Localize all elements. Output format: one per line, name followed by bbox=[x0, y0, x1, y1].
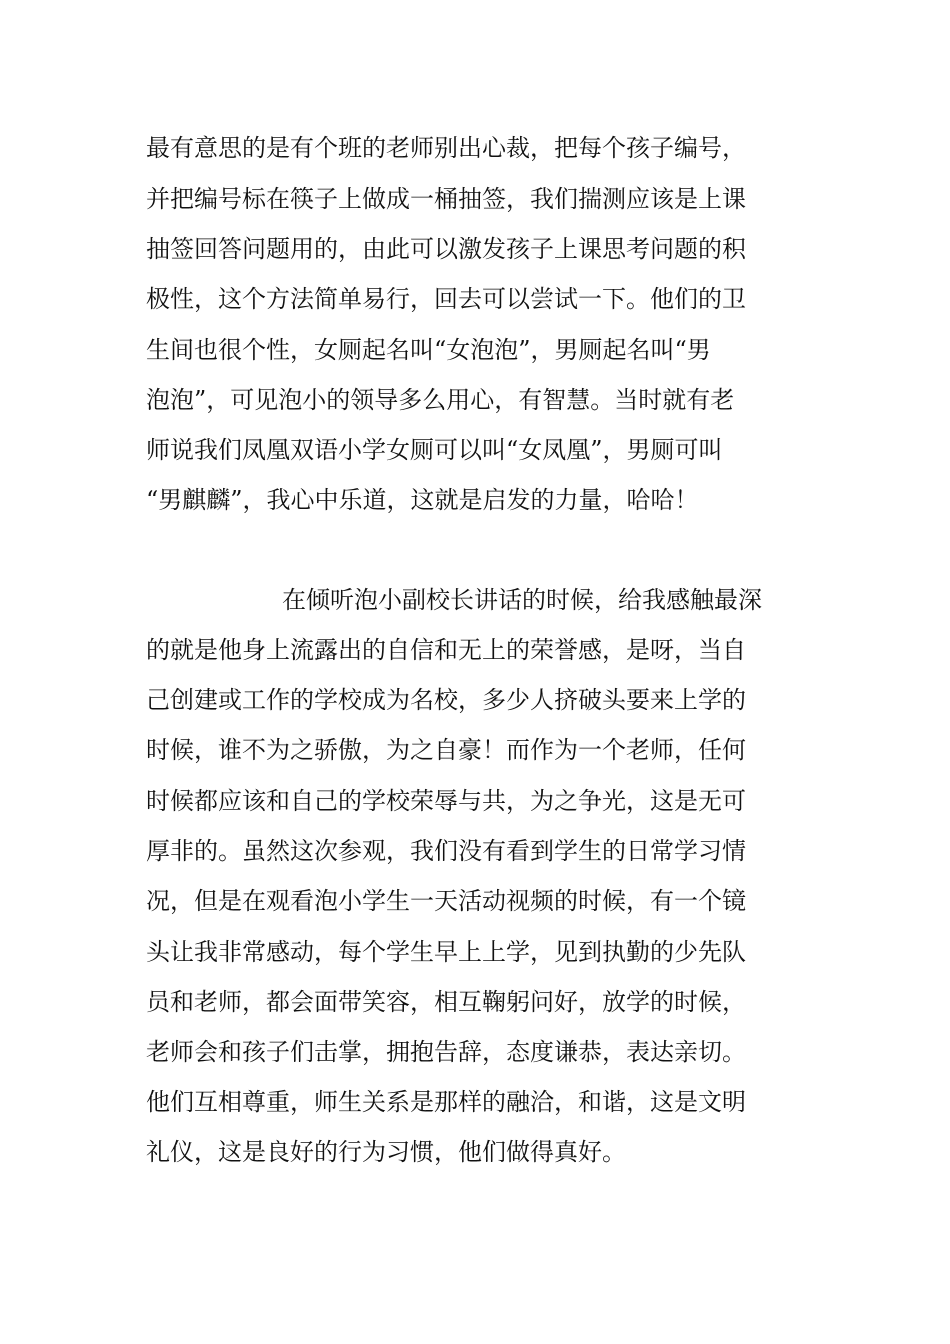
paragraph-line: 他们互相尊重，师生关系是那样的融洽，和谐，这是文明 bbox=[146, 1088, 746, 1116]
paragraph-line: 在倾听泡小副校长讲话的时候，给我感触最深 bbox=[282, 586, 762, 614]
paragraph-line: 时候都应该和自己的学校荣辱与共，为之争光，这是无可 bbox=[146, 787, 746, 815]
paragraph-line: 头让我非常感动，每个学生早上上学，见到执勤的少先队 bbox=[146, 938, 746, 966]
paragraph-line: “男麒麟”，我心中乐道，这就是启发的力量，哈哈！ bbox=[146, 486, 699, 514]
paragraph-line: 生间也很个性，女厕起名叫“女泡泡”，男厕起名叫“男 bbox=[146, 336, 711, 364]
paragraph-line: 最有意思的是有个班的老师别出心裁，把每个孩子编号， bbox=[146, 134, 746, 162]
paragraph-line: 师说我们凤凰双语小学女厕可以叫“女凤凰”，男厕可叫 bbox=[146, 436, 723, 464]
paragraph-line: 并把编号标在筷子上做成一桶抽签，我们揣测应该是上课 bbox=[146, 185, 746, 213]
paragraph-line: 员和老师，都会面带笑容，相互鞠躬问好，放学的时候， bbox=[146, 988, 746, 1016]
paragraph-line: 厚非的。虽然这次参观，我们没有看到学生的日常学习情 bbox=[146, 837, 746, 865]
paragraph-line: 况，但是在观看泡小学生一天活动视频的时候，有一个镜 bbox=[146, 887, 746, 915]
paragraph-line: 时候，谁不为之骄傲，为之自豪！而作为一个老师，任何 bbox=[146, 736, 746, 764]
paragraph-line: 抽签回答问题用的，由此可以激发孩子上课思考问题的积 bbox=[146, 235, 746, 263]
paragraph-line: 己创建或工作的学校成为名校，多少人挤破头要来上学的 bbox=[146, 686, 746, 714]
paragraph-line: 泡泡”，可见泡小的领导多么用心，有智慧。当时就有老 bbox=[146, 386, 735, 414]
paragraph-line: 礼仪，这是良好的行为习惯，他们做得真好。 bbox=[146, 1138, 626, 1166]
paragraph-line: 极性，这个方法简单易行，回去可以尝试一下。他们的卫 bbox=[146, 285, 746, 313]
paragraph-line: 老师会和孩子们击掌，拥抱告辞，态度谦恭，表达亲切。 bbox=[146, 1038, 746, 1066]
paragraph-line: 的就是他身上流露出的自信和无上的荣誉感，是呀，当自 bbox=[146, 636, 746, 664]
